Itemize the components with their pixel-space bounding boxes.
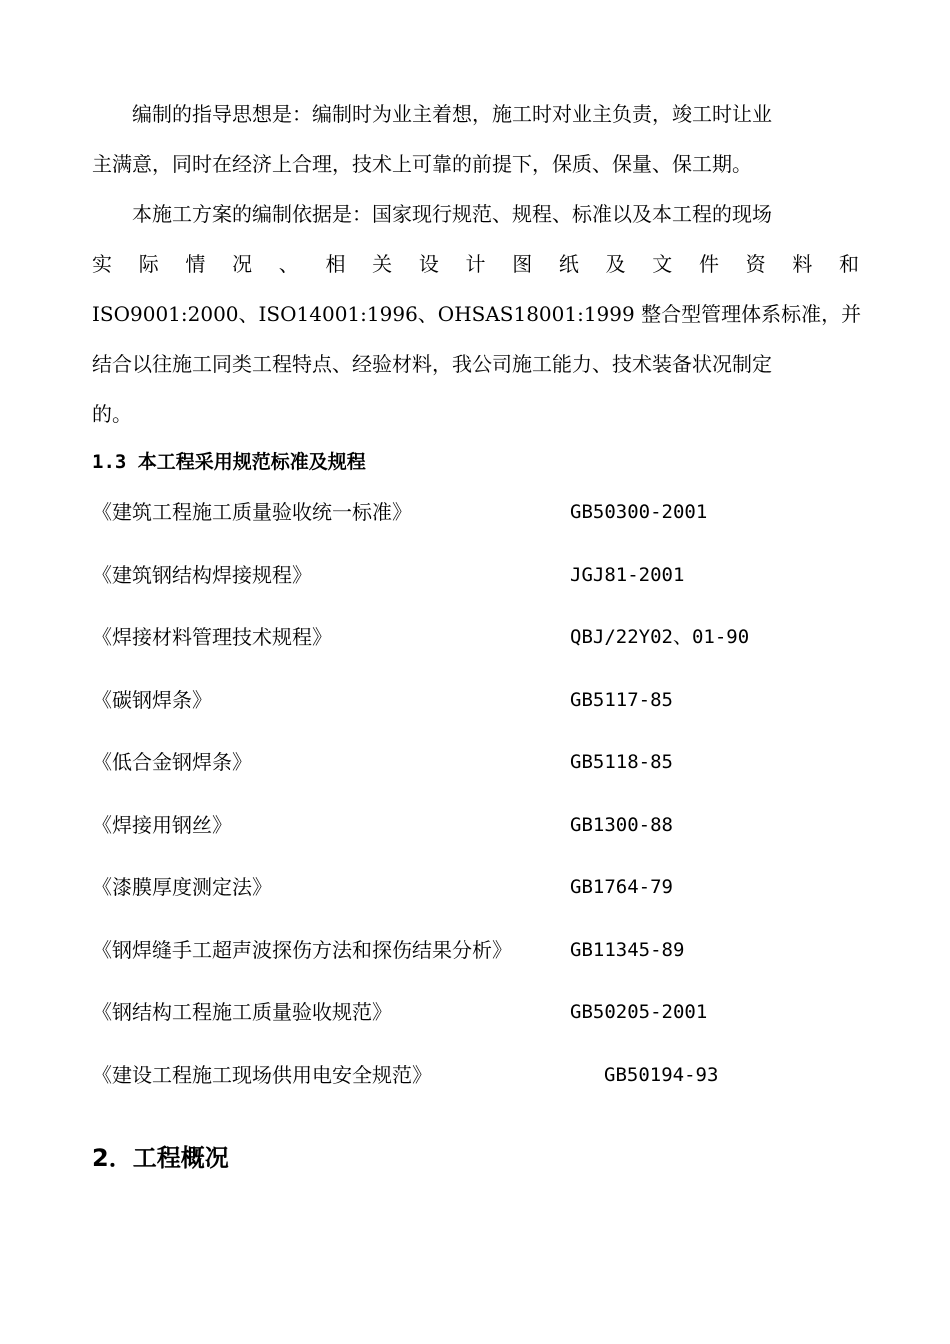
standard-row — [92, 492, 872, 532]
text-char: 计 — [465, 252, 486, 276]
text-char: 际 — [138, 252, 159, 276]
paragraph-line: 本施工方案的编制依据是：国家现行规范、规程、标准以及本工程的现场 — [132, 202, 772, 226]
text-char: 料 — [792, 252, 813, 276]
text-char: 关 — [372, 252, 393, 276]
paragraph-line: 主满意，同时在经济上合理，技术上可靠的前提下，保质、保量、保工期。 — [92, 152, 752, 176]
paragraph-basis — [92, 189, 859, 239]
standard-title: 《焊接用钢丝》 — [92, 813, 232, 837]
standard-code: GB1300-88 — [570, 814, 673, 836]
standard-title: 《碳钢焊条》 — [92, 688, 212, 712]
standard-code: GB50194-93 — [604, 1064, 719, 1086]
chapter-heading-2: 2．工程概况 — [92, 1144, 229, 1172]
standard-code: GB11345-89 — [570, 939, 685, 961]
text-char: 文 — [652, 252, 673, 276]
paragraph-line: ISO9001:2000、ISO14001:1996、OHSAS18001:1999 整合型管理体系标准，并 — [92, 302, 862, 326]
standard-code: JGJ81-2001 — [570, 564, 685, 586]
standard-title: 《建设工程施工现场供用电安全规范》 — [92, 1063, 432, 1087]
standard-row — [92, 680, 872, 720]
paragraph-line: 编制的指导思想是：编制时为业主着想，施工时对业主负责，竣工时让业 — [132, 102, 772, 126]
standard-row — [92, 992, 872, 1032]
standard-row — [92, 617, 872, 657]
text-char: 实 — [92, 252, 112, 276]
standard-row — [92, 867, 872, 907]
text-char: 件 — [698, 252, 719, 276]
standard-title: 《低合金钢焊条》 — [92, 750, 252, 774]
text-char: 纸 — [558, 252, 579, 276]
text-char: 相 — [325, 252, 346, 276]
standard-title: 《钢焊缝手工超声波探伤方法和探伤结果分析》 — [92, 938, 512, 962]
standard-title: 《建筑工程施工质量验收统一标准》 — [92, 500, 412, 524]
standard-row — [92, 555, 872, 595]
standard-code: QBJ/22Y02、01-90 — [570, 626, 750, 648]
section-heading-1-3: 1.3 本工程采用规范标准及规程 — [92, 451, 366, 473]
text-char: 、 — [278, 252, 299, 276]
standard-row — [92, 1055, 872, 1095]
paragraph-line-justified — [92, 239, 859, 289]
standard-row — [92, 930, 872, 970]
paragraph-line: 结合以往施工同类工程特点、经验材料，我公司施工能力、技术装备状况制定 — [92, 352, 772, 376]
text-char: 图 — [512, 252, 533, 276]
standard-title: 《漆膜厚度测定法》 — [92, 875, 272, 899]
text-char: 和 — [839, 252, 859, 276]
standard-code: GB50300-2001 — [570, 501, 708, 523]
text-char: 资 — [745, 252, 766, 276]
standard-title: 《钢结构工程施工质量验收规范》 — [92, 1000, 392, 1024]
text-char: 况 — [232, 252, 253, 276]
standard-code: GB50205-2001 — [570, 1001, 708, 1023]
standard-code: GB5118-85 — [570, 751, 673, 773]
standard-code: GB5117-85 — [570, 689, 673, 711]
text-char: 及 — [605, 252, 626, 276]
standard-row — [92, 742, 872, 782]
paragraph-guiding-idea — [92, 89, 859, 139]
standard-row — [92, 805, 872, 845]
standard-title: 《建筑钢结构焊接规程》 — [92, 563, 312, 587]
text-char: 设 — [418, 252, 439, 276]
standard-code: GB1764-79 — [570, 876, 673, 898]
standard-title: 《焊接材料管理技术规程》 — [92, 625, 332, 649]
paragraph-line: 的。 — [92, 402, 132, 426]
text-char: 情 — [185, 252, 206, 276]
